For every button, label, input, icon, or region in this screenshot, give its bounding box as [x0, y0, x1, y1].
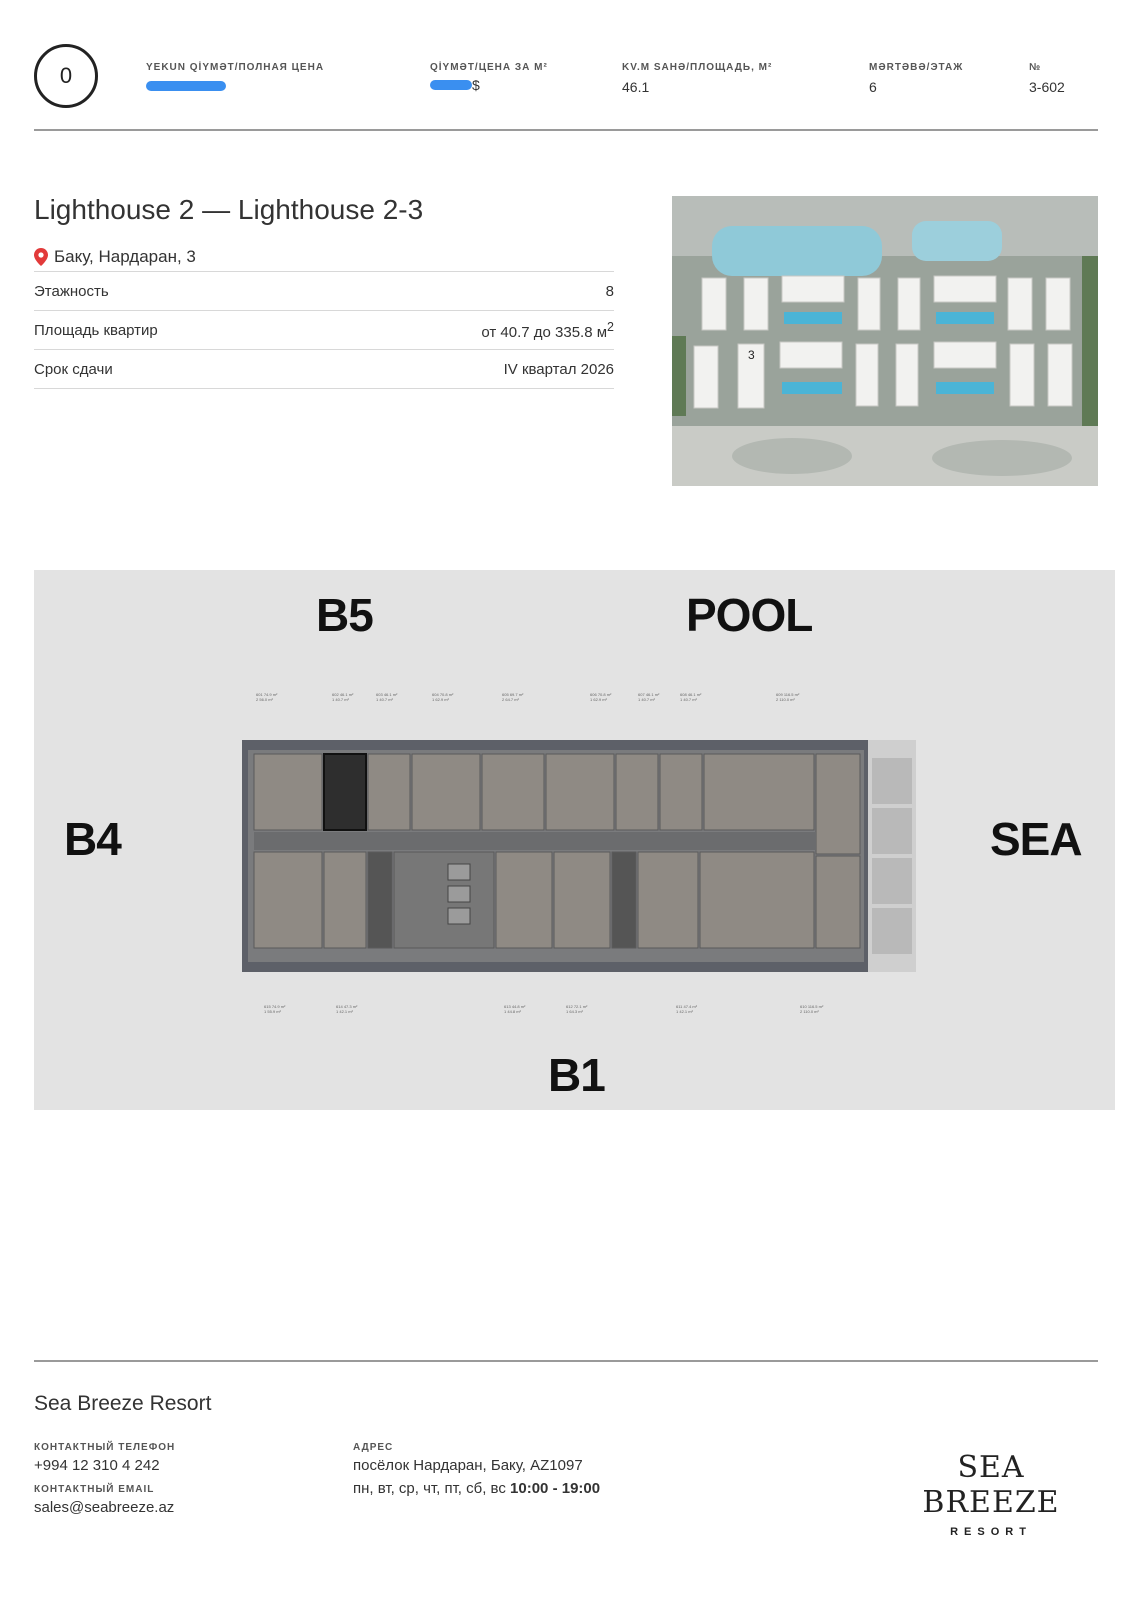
phone-link[interactable]: +994 12 310 4 242 — [34, 1457, 160, 1474]
info-row-label: Срок сдачи — [34, 360, 113, 378]
address-value: посёлок Нардаран, Баку, AZ1097 — [353, 1457, 583, 1474]
unit-labels-top — [256, 692, 816, 714]
info-row-value: IV квартал 2026 — [503, 360, 614, 378]
direction-label-b1: B1 — [548, 1049, 605, 1101]
footer-divider — [34, 1360, 1098, 1362]
info-row-area — [34, 310, 614, 349]
price-per-m2-field — [430, 62, 548, 93]
logo-main-text: SEA BREEZE — [922, 1450, 1060, 1520]
company-name: Sea Breeze Resort — [34, 1392, 212, 1415]
area-value: 46.1 — [622, 79, 650, 95]
unit-label: 604 70.8 m² 1 62.9 m² — [432, 692, 454, 702]
status-badge: 0 — [34, 44, 98, 108]
unit-labels-bottom — [264, 1004, 824, 1026]
info-row-completion — [34, 349, 614, 389]
unit-label: 611 47.4 m² 1 42.1 m² — [676, 1004, 698, 1014]
email-link[interactable]: sales@seabreeze.az — [34, 1499, 175, 1516]
unit-label: 608 46.1 m² 1 40.7 m² — [680, 692, 702, 702]
total-price-field — [146, 62, 324, 91]
unit-label: 606 70.8 m² 1 62.9 m² — [590, 692, 612, 702]
info-row-label: Площадь квартир — [34, 321, 158, 339]
unit-label: 612 72.1 m² 1 64.3 m² — [566, 1004, 588, 1014]
email-label: КОНТАКТНЫЙ EMAIL — [34, 1484, 155, 1495]
unit-label: 615 74.9 m² 1 55.9 m² — [264, 1004, 286, 1014]
info-row-value — [481, 320, 614, 341]
info-row-floors — [34, 271, 614, 310]
unit-label: 614 47.3 m² 1 42.1 m² — [336, 1004, 358, 1014]
unit-number-field — [1029, 62, 1065, 95]
price-per-m2-currency: $ — [472, 77, 480, 93]
opening-time: 10:00 - 19:00 — [510, 1480, 601, 1497]
unit-label: 602 46.1 m² 1 40.7 m² — [332, 692, 354, 702]
unit-label: 603 46.1 m² 1 40.7 m² — [376, 692, 398, 702]
info-row-value: 8 — [605, 282, 614, 300]
phone-label: КОНТАКТНЫЙ ТЕЛЕФОН — [34, 1442, 176, 1453]
opening-hours — [353, 1480, 600, 1497]
unit-label: 609 116.5 m² 2 110.0 m² — [776, 692, 800, 702]
area-unit-sup: 2 — [607, 319, 614, 334]
unit-label: 607 46.1 m² 1 40.7 m² — [638, 692, 660, 702]
location-pin-icon — [34, 248, 48, 266]
unit-number-value: 3-602 — [1029, 79, 1065, 95]
floor-field — [869, 62, 963, 95]
area-label: KV.M SAHƏ/ПЛОЩАДЬ, M² — [622, 62, 773, 73]
project-address — [34, 247, 196, 267]
unit-label: 601 74.9 m² 2 56.0 m² — [256, 692, 278, 702]
unit-label: 613 44.8 m² 1 44.8 m² — [504, 1004, 526, 1014]
aerial-render-illustration — [672, 196, 1098, 486]
redaction-mark — [430, 80, 472, 90]
aerial-building-label: 3 — [748, 348, 755, 362]
area-range-text: от 40.7 до 335.8 м — [481, 323, 608, 341]
direction-label-b5: B5 — [316, 589, 373, 641]
unit-number-label: № — [1029, 62, 1042, 73]
info-row-label: Этажность — [34, 282, 109, 300]
total-price-label: YEKUN QİYMƏT/ПОЛНАЯ ЦЕНА — [146, 62, 325, 73]
unit-label: 605 69.7 m² 2 64.7 m² — [502, 692, 524, 702]
contact-block — [34, 1442, 175, 1516]
floor-label: MƏRTƏBƏ/ЭТАЖ — [869, 62, 964, 73]
address-text: Баку, Нардаран, 3 — [54, 247, 196, 266]
floor-plan-drawing — [242, 740, 932, 972]
unit-label: 610 116.5 m² 2 110.0 m² — [800, 1004, 824, 1014]
direction-label-pool: POOL — [686, 589, 813, 641]
direction-label-b4: B4 — [64, 813, 121, 865]
area-field — [622, 62, 772, 95]
address-label: АДРЕС — [353, 1442, 394, 1453]
floor-value: 6 — [869, 79, 877, 95]
price-per-m2-label: QİYMƏT/ЦЕНА ЗА M² — [430, 62, 548, 73]
project-title: Lighthouse 2 — Lighthouse 2-3 — [34, 194, 424, 225]
direction-label-sea: SEA — [990, 813, 1082, 865]
header-divider — [34, 129, 1098, 131]
address-block — [353, 1442, 600, 1497]
opening-days: пн, вт, ср, чт, пт, сб, вс — [353, 1480, 506, 1497]
aerial-render-image — [672, 196, 1098, 486]
redaction-mark — [146, 81, 226, 91]
company-logo — [884, 1450, 1098, 1538]
logo-sub-text: RESORT — [950, 1526, 1032, 1538]
